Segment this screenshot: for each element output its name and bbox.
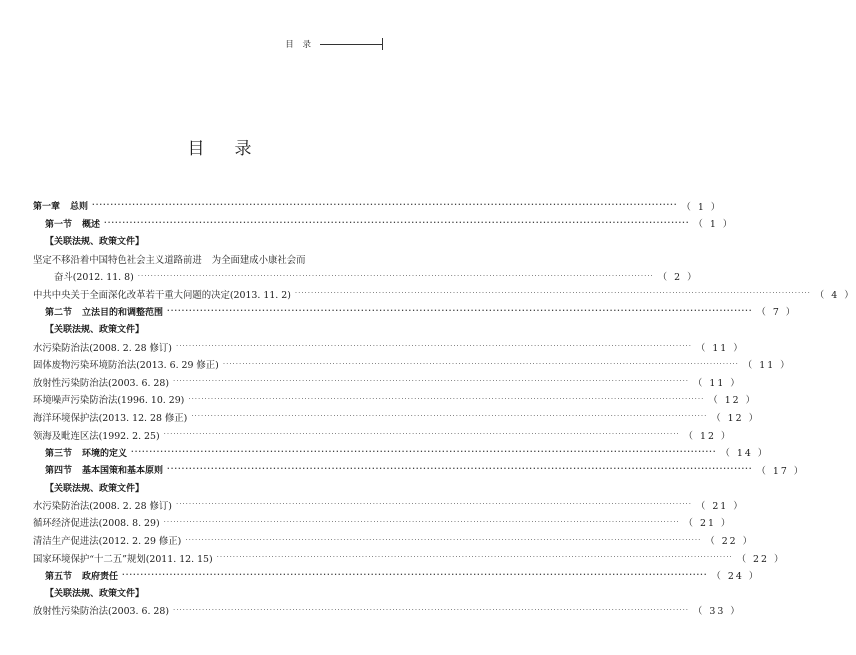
toc-entry-label: 海洋环境保护法(2013. 12. 28 修正) <box>33 412 188 424</box>
toc-entry-label: 放射性污染防治法(2003. 6. 28) <box>33 606 169 618</box>
toc-entry-title <box>45 481 144 494</box>
toc-entry <box>33 373 742 391</box>
toc-entry-title <box>33 340 172 354</box>
toc-entry-label-2: 概述 <box>82 219 101 230</box>
toc-page-number: （ 12 ） <box>711 412 760 424</box>
toc-entry-title <box>33 515 160 529</box>
toc-entry-label: 环境噪声污染防治法(1996. 10. 29) <box>33 395 185 407</box>
toc-entry-label: 第一章 <box>33 202 61 213</box>
toc-entry-label: 水污染防治法(2008. 2. 28 修订) <box>33 500 172 512</box>
toc-entry <box>33 602 742 620</box>
leader-dots: ································································································································································ <box>175 342 692 351</box>
leader-dots: ································································································································································ <box>167 306 753 315</box>
toc-entry-title <box>45 446 127 459</box>
toc-page-number: （ 22 ） <box>705 536 754 548</box>
toc-entry-label: 坚定不移沿着中国特色社会主义道路前进 <box>33 254 202 266</box>
toc-entry-title <box>45 586 144 599</box>
toc-entry-title <box>45 463 163 476</box>
toc-page-number: （ 22 ） <box>736 553 786 565</box>
toc-entry-label: 第五节 <box>45 571 73 582</box>
toc-entry-title <box>45 234 144 247</box>
toc-related-docs-heading <box>33 479 406 497</box>
toc-entry-title <box>45 322 144 335</box>
toc-related-docs-heading <box>33 320 406 338</box>
toc-entry-title <box>33 375 169 389</box>
leader-dots: ································································································································································ <box>167 465 753 474</box>
toc-entry <box>33 426 733 444</box>
running-head-tick <box>382 38 383 50</box>
toc-entry-label: 【关联法规、政策文件】 <box>45 325 145 336</box>
toc-section <box>33 461 806 479</box>
toc-entry <box>33 391 757 409</box>
toc-entry <box>33 355 792 373</box>
toc-page-number: （ 33 ） <box>693 606 742 618</box>
leader-dots: ································································································································································ <box>175 500 692 509</box>
toc-entry <box>33 285 856 303</box>
toc-page-number: （ 24 ） <box>711 571 761 583</box>
toc-section <box>33 443 770 461</box>
toc-entry-label: 国家环境保护“十二五”规划(2011. 12. 15) <box>33 553 213 565</box>
toc-entry-label: 第一节 <box>45 219 73 230</box>
toc-entry-label: 第二节 <box>45 307 73 318</box>
toc-entry-title <box>45 217 100 230</box>
toc-entry-title <box>33 199 88 212</box>
toc-entry-label: 第四节 <box>45 466 73 477</box>
toc-entry-title <box>45 305 163 318</box>
toc-entry-title <box>33 428 160 442</box>
page-title: 目录 <box>187 139 282 159</box>
toc-section <box>33 566 761 584</box>
running-head-label: 目 录 <box>285 40 314 50</box>
toc-entry-title <box>33 392 184 406</box>
toc-page-number: （ 21 ） <box>695 500 745 512</box>
toc-page-number: （ 2 ） <box>657 272 699 284</box>
toc-page-number: （ 11 ） <box>695 342 745 354</box>
toc-entry <box>33 408 760 426</box>
toc-page-number: （ 21 ） <box>683 518 733 530</box>
leader-dots: ································································································································································ <box>191 412 708 421</box>
toc-related-docs-heading <box>33 232 406 250</box>
leader-dots: ································································································································································ <box>137 271 654 280</box>
toc-entry-label-2: 政府责任 <box>82 571 119 582</box>
toc-page-number: （ 12 ） <box>683 430 733 442</box>
toc-entry-label-2: 总则 <box>70 202 89 213</box>
toc-entry-label: 奋斗(2012. 11. 8) <box>54 272 134 284</box>
leader-dots: ································································································································································ <box>185 535 702 544</box>
leader-dots: ································································································································································ <box>173 377 690 386</box>
toc-page-number: （ 12 ） <box>708 395 757 407</box>
toc-entry-title <box>33 410 187 424</box>
toc-entry <box>33 496 745 514</box>
toc-related-docs-heading <box>33 584 406 602</box>
leader-dots: ································································································································································ <box>122 570 708 579</box>
toc-page-number: （ 4 ） <box>814 289 856 301</box>
toc-entry-label: 【关联法规、政策文件】 <box>45 589 145 600</box>
toc-entry-label: 放射性污染防治法(2003. 6. 28) <box>33 377 169 389</box>
toc-entry <box>33 250 406 268</box>
toc-entry <box>33 531 754 549</box>
toc-entry-label: 循环经济促进法(2008. 8. 29) <box>33 518 160 530</box>
leader-dots: ································································································································································ <box>173 605 690 614</box>
toc-entry-label: 第三节 <box>45 448 73 459</box>
toc-entry-label: 清洁生产促进法(2012. 2. 29 修正) <box>33 536 182 548</box>
toc-entry-label: 【关联法规、政策文件】 <box>45 483 145 494</box>
toc-page-number: （ 11 ） <box>742 360 792 372</box>
leader-dots: ································································································································································ <box>163 430 680 439</box>
toc-entry-title <box>54 269 134 283</box>
toc-page-number: （ 1 ） <box>693 219 735 231</box>
toc-entry-label: 固体废物污染环境防治法(2013. 6. 29 修正) <box>33 360 219 372</box>
toc-entry-title <box>33 498 172 512</box>
leader-dots: ································································································································································ <box>222 359 739 368</box>
toc-entry-title <box>45 569 118 582</box>
toc-entry-title <box>33 252 306 266</box>
toc-entry-title <box>33 603 169 617</box>
toc-entry <box>33 514 733 532</box>
toc-entry-label-2: 立法目的和调整范围 <box>82 307 164 318</box>
toc-page-number: （ 17 ） <box>756 465 806 477</box>
toc-entry-label: 【关联法规、政策文件】 <box>45 237 145 248</box>
running-head-rule <box>320 44 382 45</box>
toc-entry-title <box>33 533 181 547</box>
toc-entry-label: 中共中央关于全面深化改革若干重大问题的决定(2013. 11. 2) <box>33 289 291 301</box>
toc-entry <box>33 549 786 567</box>
leader-dots: ································································································································································ <box>188 394 705 403</box>
toc-section <box>33 303 798 321</box>
toc-entry <box>33 338 745 356</box>
toc-chapter <box>33 197 723 215</box>
toc-entry-title <box>33 357 219 371</box>
leader-dots: ································································································································································ <box>163 517 680 526</box>
toc-entry-label-2: 为全面建成小康社会而 <box>211 254 306 266</box>
toc-entry-continued <box>33 267 699 285</box>
toc-entry-label: 水污染防治法(2008. 2. 28 修订) <box>33 342 172 354</box>
toc-entry-label: 领海及毗连区法(1992. 2. 25) <box>33 430 160 442</box>
toc-entry-label-2: 环境的定义 <box>82 448 128 459</box>
running-head <box>285 37 383 51</box>
leader-dots: ································································································································································ <box>131 447 717 456</box>
table-of-contents <box>33 197 856 619</box>
leader-dots: ································································································································································ <box>92 201 678 210</box>
leader-dots: ································································································································································ <box>294 289 811 298</box>
toc-entry-label-2: 基本国策和基本原则 <box>82 466 164 477</box>
toc-entry-title <box>33 287 291 301</box>
leader-dots: ································································································································································ <box>104 218 690 227</box>
toc-entry-title <box>33 551 213 565</box>
toc-page-number: （ 1 ） <box>681 201 723 213</box>
toc-section <box>33 215 735 233</box>
toc-page-number: （ 11 ） <box>693 377 742 389</box>
toc-page-number: （ 7 ） <box>756 307 798 319</box>
toc-page-number: （ 14 ） <box>720 448 770 460</box>
leader-dots: ································································································································································ <box>216 553 733 562</box>
